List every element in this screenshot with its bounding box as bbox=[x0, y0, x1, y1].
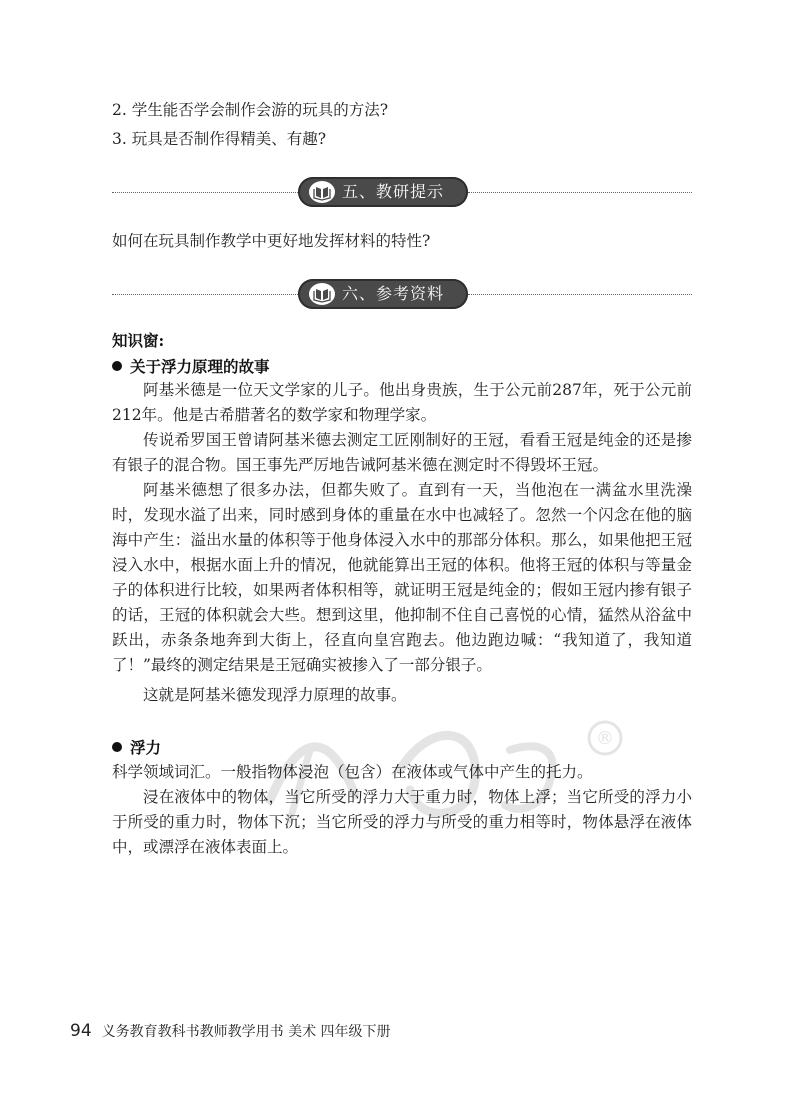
section5-header bbox=[112, 177, 692, 207]
section5-badge bbox=[298, 177, 468, 207]
buoyancy-paragraph: 浸在液体中的物体，当它所受的浮力大于重力时，物体上浮；当它所受的浮力小于所受的重力时，物体下沉；当它所受的浮力与所受的重力相等时，物体悬浮在液体中，或漂浮在液体表面上。 bbox=[112, 788, 692, 856]
page-footer bbox=[70, 1021, 391, 1042]
buoyancy-heading bbox=[112, 738, 161, 758]
book-title: 义务教育教科书教师教学用书 美术 四年级下册 bbox=[101, 1024, 391, 1040]
story-paragraph: 这就是阿基米德发现浮力原理的故事。 bbox=[143, 686, 407, 704]
dotted-rule bbox=[112, 294, 298, 295]
story-paragraph: 阿基米德想了很多办法，但都失败了。直到有一天，当他泡在一满盆水里洗澡时，发现水溢了出来，同时感到身体的重量在水中也减轻了。忽然一个闪念在他的脑海中产生：溢出水量的体积等于他身体浸入水中的那部分体积。那么，如果他把王冠浸入水中，根据水面上升的情况，他就能算出王冠的体积。他将王冠的体积与等量金子的体积进行比较，如果两者体积相等，就证明王冠是纯金的；假如王冠内掺有银子的话，王冠的体积就会大些。想到这里，他抑制不住自己喜悦的心情，猛然从浴盆中跃出，赤条条地奔到大街上，径直向皇宫跑去。他边跑边喊：“我知道了，我知道了！”最终的测定结果是王冠确实被掺入了一部分银子。 bbox=[112, 481, 692, 674]
page-number: 94 bbox=[70, 1021, 92, 1041]
registered-mark: ® bbox=[596, 728, 614, 749]
story-heading bbox=[112, 357, 270, 377]
question-3: 3. 玩具是否制作得精美、有趣? bbox=[112, 130, 327, 148]
knowledge-window-label: 知识窗: bbox=[112, 331, 165, 350]
story-paragraph: 阿基米德是一位天文学家的儿子。他出身贵族，生于公元前287年，死于公元前212年。他是古希腊著名的数学家和物理学家。 bbox=[112, 381, 692, 424]
dotted-rule bbox=[468, 294, 692, 295]
section5-content: 如何在玩具制作教学中更好地发挥材料的特性? bbox=[112, 232, 431, 250]
bullet-icon bbox=[112, 742, 122, 752]
section6-header bbox=[112, 279, 692, 309]
section6-badge bbox=[298, 279, 468, 309]
book-icon bbox=[308, 282, 336, 306]
story-heading-text: 关于浮力原理的故事 bbox=[130, 357, 270, 376]
book-icon bbox=[308, 180, 336, 204]
buoyancy-heading-text: 浮力 bbox=[130, 738, 162, 757]
buoyancy-paragraph: 科学领域词汇。一般指物体浸泡（包含）在液体或气体中产生的托力。 bbox=[112, 763, 593, 781]
story-paragraph: 传说希罗国王曾请阿基米德去测定工匠刚制好的王冠，看看王冠是纯金的还是掺有银子的混合物。国王事先严厉地告诫阿基米德在测定时不得毁坏王冠。 bbox=[112, 431, 692, 474]
dotted-rule bbox=[468, 192, 692, 193]
section5-title: 五、教研提示 bbox=[342, 182, 445, 201]
dotted-rule bbox=[112, 192, 298, 193]
question-2: 2. 学生能否学会制作会游的玩具的方法? bbox=[112, 101, 389, 119]
section6-title: 六、参考资料 bbox=[342, 284, 445, 303]
publisher-watermark bbox=[260, 710, 640, 830]
bullet-icon bbox=[112, 361, 122, 371]
